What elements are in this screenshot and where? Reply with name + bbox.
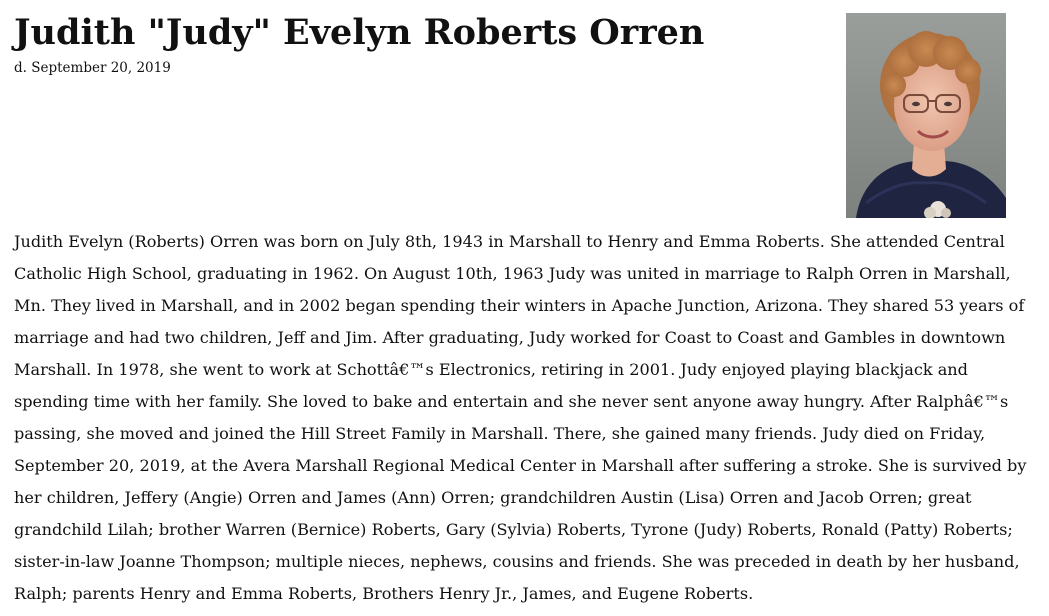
obituary-text: Judith Evelyn (Roberts) Orren was born on July 8th, 1943 in Marshall to Henry and Emma Roberts. She attended Central Catholic High School, graduating in 1962. On August 10th, 1963 Judy was united in marriage to Ralph Orren in Marshall, Mn. They lived in Marshall, and in 2002 began spending their winters in Apache Junction, Arizona. They shared 53 years of marriage and had two children, Jeff and Jim. After graduating, Judy worked for Coast to Coast and Gambles in downtown Marshall. In 1978, she went to work at Schottâ€™s Electronics, retiring in 2001. Judy enjoyed playing blackjack and spending time with her family. She loved to bake and entertain and she never sent anyone away hungry. After Ralphâ€™s passing, she moved and joined the Hill Street Family in Marshall. There, she gained many friends. Judy died on Friday, September 20, 2019, at the Avera Marshall Regional Medical Center in Marshall after suffering a stroke. She is survived by her children, Jeffery (Angie) Orren and James (Ann) Orren; grandchildren Austin (Lisa) Orren and Jacob Orren; great grandchild Lilah; brother Warren (Bernice) Roberts, Gary (Sylvia) Roberts, Tyrone (Judy) Roberts, Ronald (Patty) Roberts; sister-in-law Joanne Thompson; multiple nieces, nephews, cousins and friends. She was preceded in death by her husband, Ralph; parents Henry and Emma Roberts, Brothers Henry Jr., James, and Eugene Roberts.: [14, 232, 1027, 603]
page-title: Judith "Judy" Evelyn Roberts Orren: [14, 12, 705, 53]
death-date: d. September 20, 2019: [14, 60, 171, 76]
portrait-photo: [846, 13, 1006, 218]
obituary-header: [14, 12, 814, 77]
